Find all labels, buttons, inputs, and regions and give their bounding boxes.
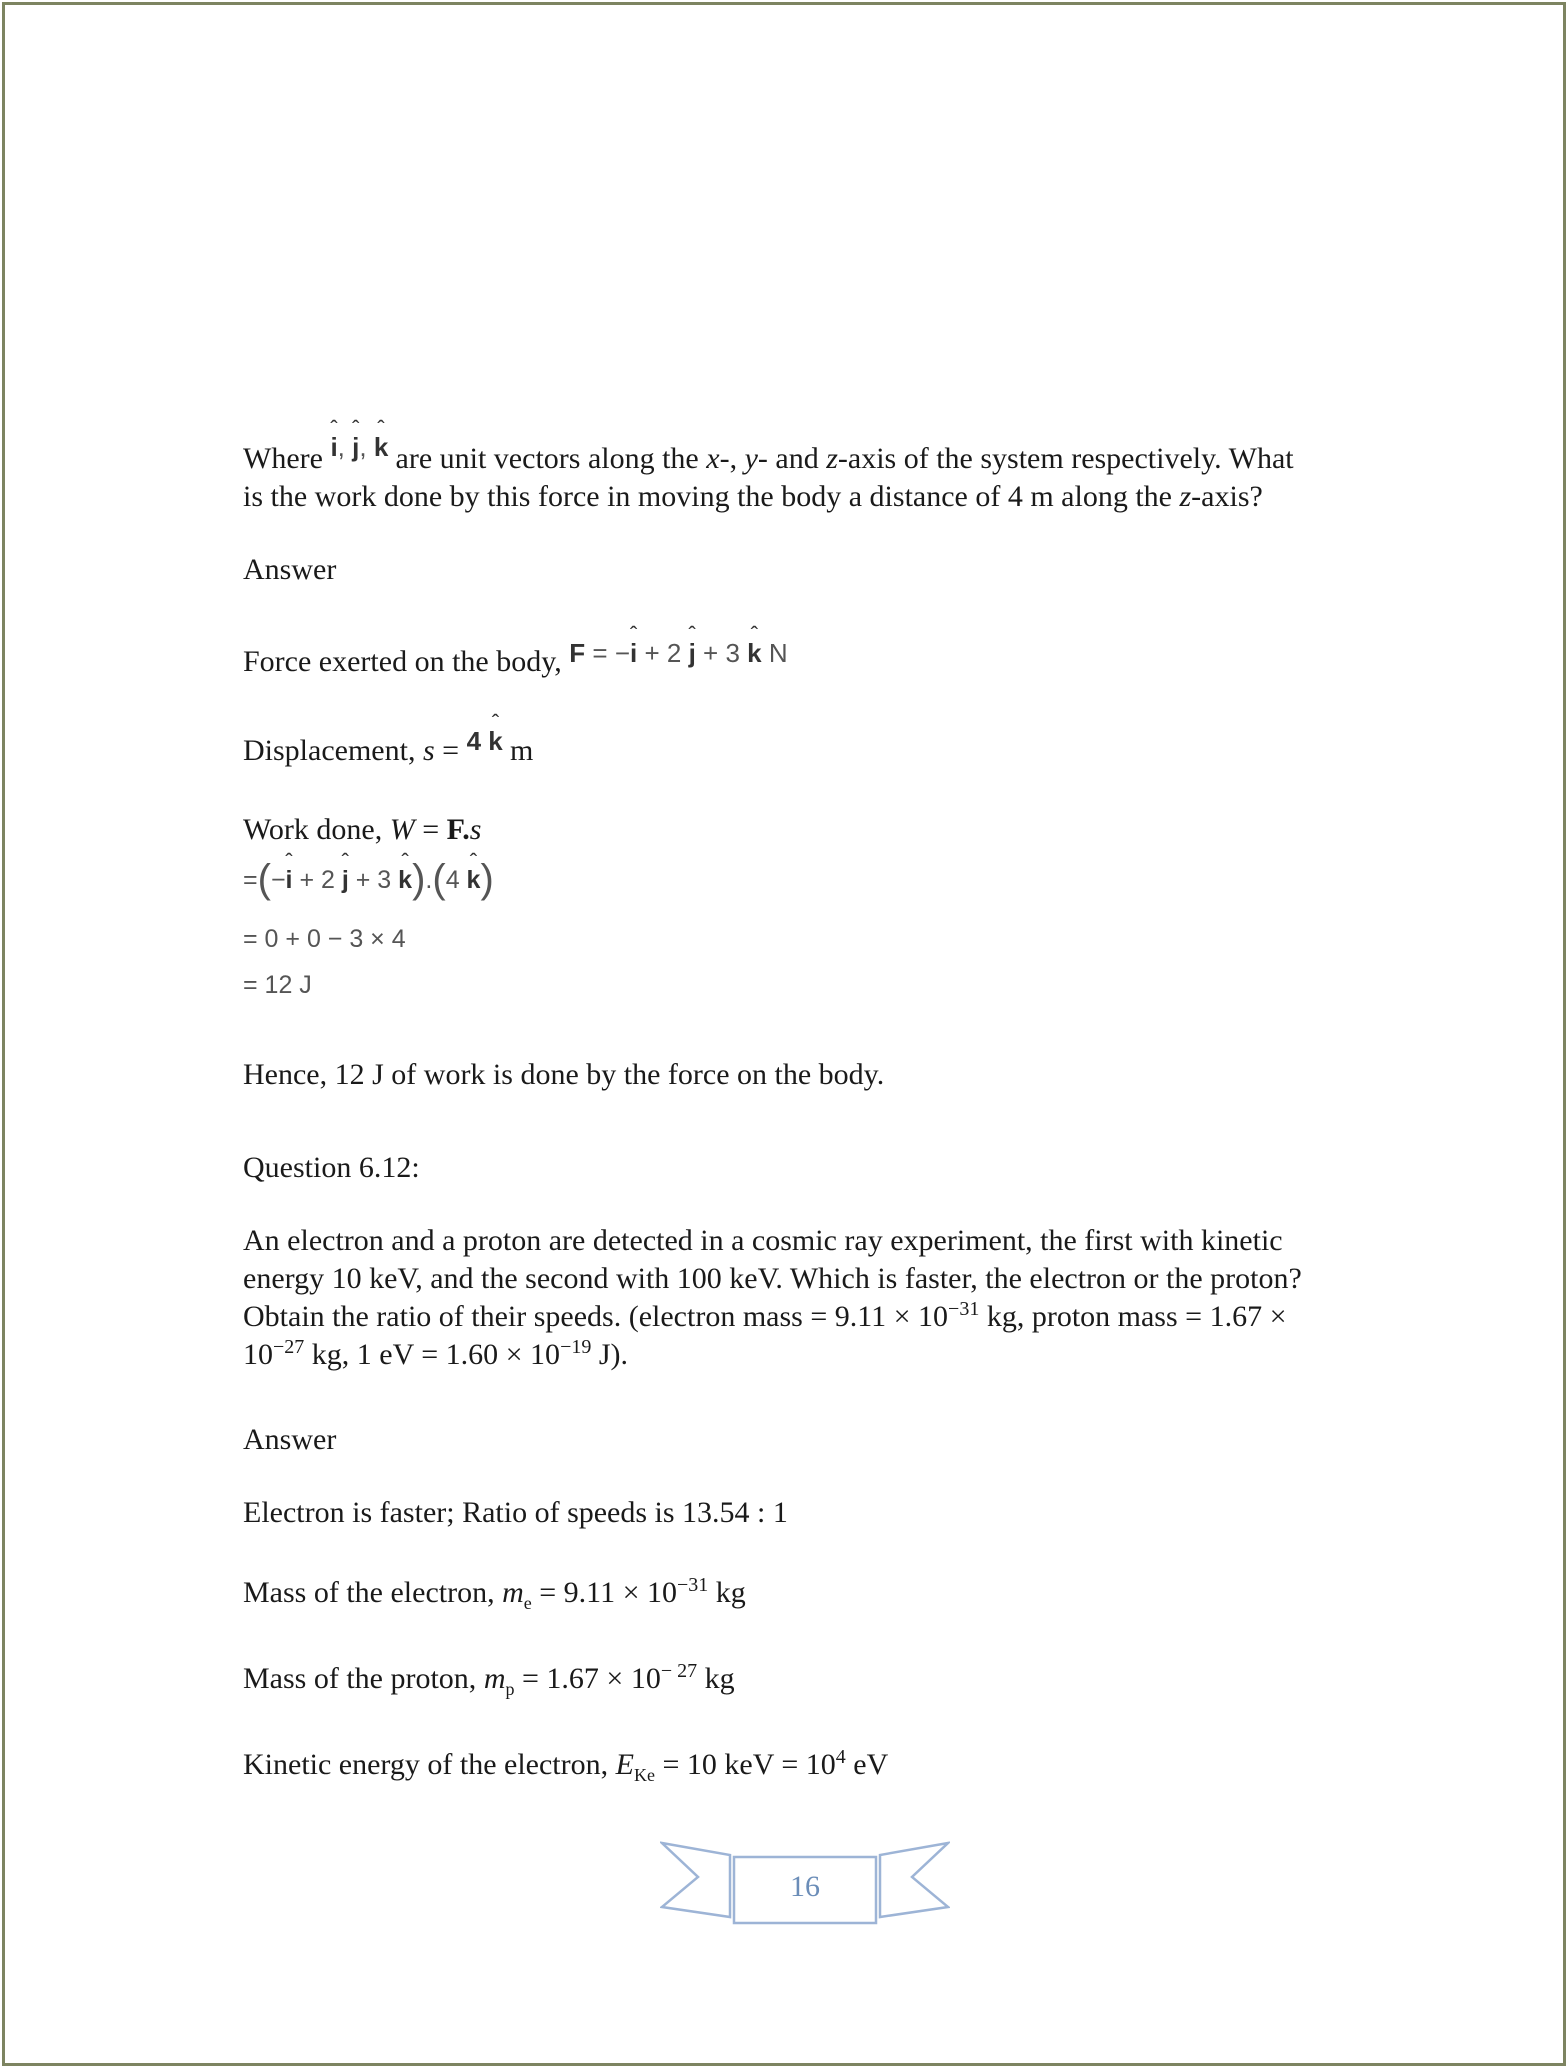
conclusion: Hence, 12 J of work is done by the force on the body. [243, 1058, 885, 1091]
q-text-4c: J). [591, 1338, 629, 1371]
q-text-3a: Obtain the ratio of their speeds. (electron mass = 9.11 × 10 [243, 1300, 949, 1333]
intro-text-2: -axis of the system respectively. What [837, 442, 1294, 475]
calc1-a: = [243, 866, 258, 894]
me-var: m [502, 1576, 524, 1609]
intro-where: Where [243, 442, 323, 475]
work-eq: = [422, 813, 440, 846]
q-text-4a: 10 [243, 1338, 273, 1371]
mp-exp: − 27 [660, 1660, 698, 1682]
work-label: Work done, [243, 813, 383, 846]
work-line [243, 811, 1373, 849]
intro-paragraph [243, 432, 1373, 516]
ke-var: E [615, 1748, 634, 1781]
intro-sep-2: - and [757, 442, 819, 475]
calc-line-2: = 0 + 0 − 3 × 4 [243, 925, 406, 953]
calc1-f: 4 [445, 866, 460, 894]
mp-unit: kg [697, 1662, 735, 1695]
result: Electron is faster; Ratio of speeds is 13.54 : 1 [243, 1496, 788, 1529]
proton-mass-line [243, 1660, 1373, 1698]
calc-line-3: = 12 J [243, 971, 312, 999]
ke-label: Kinetic energy of the electron, [243, 1748, 609, 1781]
x-axis-var: x [706, 442, 720, 475]
q-exp-2: −27 [273, 1336, 305, 1358]
ke-exp: 4 [835, 1746, 846, 1768]
force-eq-a: = − [592, 638, 630, 668]
force-unit: N [768, 638, 788, 668]
paren-open-2: ( [432, 857, 446, 901]
disp-num: 4 [466, 726, 482, 756]
ke-sub: Ke [633, 1765, 655, 1785]
q-text-3b: kg, proton mass = 1.67 × [979, 1300, 1287, 1333]
unit-vector-j: ˆ j [352, 428, 359, 466]
calc1-d: + 3 [355, 866, 392, 894]
paren-close-2: ) [480, 857, 494, 901]
intro-line-2b: -axis? [1191, 480, 1263, 513]
intro-line-2-z: z [1179, 480, 1192, 513]
calc-j: ˆ j [342, 861, 349, 899]
answer-label-2: Answer [243, 1423, 337, 1456]
question-label: Question 6.12: [243, 1151, 420, 1184]
electron-mass-line [243, 1574, 1373, 1612]
work-var: W [389, 813, 415, 846]
mp-val: = 1.67 × 10 [514, 1662, 661, 1695]
force-equation [569, 638, 787, 668]
work-s: s [469, 813, 482, 846]
force-j: ˆ j [689, 634, 696, 672]
y-axis-var: y [744, 442, 758, 475]
disp-eq: = [442, 734, 460, 767]
me-sub: e [523, 1593, 532, 1613]
paren-open-1: ( [257, 857, 271, 901]
work-F: F. [446, 813, 470, 846]
me-unit: kg [708, 1576, 746, 1609]
force-label: Force exerted on the body, [243, 645, 562, 678]
calc-k: ˆ k [398, 861, 412, 899]
calc1-b: − [270, 866, 286, 894]
q-exp-3: −19 [560, 1336, 592, 1358]
calc1-e: . [425, 866, 433, 894]
ke-val: = 10 keV = 10 [654, 1748, 836, 1781]
calc-i: ˆ i [286, 861, 293, 899]
calc-k2: ˆ k [467, 861, 481, 899]
force-line [243, 638, 1373, 681]
mp-label: Mass of the proton, [243, 1662, 477, 1695]
disp-k: ˆ k [488, 722, 502, 760]
mp-var: m [483, 1662, 506, 1695]
force-i: ˆ i [630, 634, 637, 672]
q-text-4b: kg, 1 eV = 1.60 × 10 [304, 1338, 561, 1371]
unit-vector-i: ˆ i [330, 428, 337, 466]
force-eq-c: + 3 [703, 638, 740, 668]
force-k: ˆ k [747, 634, 761, 672]
q-text-2: energy 10 keV, and the second with 100 keV. Which is faster, the electron or the proton? [243, 1262, 1302, 1295]
displacement-line [243, 726, 1373, 770]
answer-label-1: Answer [243, 553, 337, 586]
intro-text-1: are unit vectors along the [395, 442, 699, 475]
calc1-c: + 2 [299, 866, 335, 894]
kinetic-energy-line [243, 1746, 1373, 1784]
intro-sep-1: -, [719, 442, 738, 475]
ke-unit: eV [845, 1748, 889, 1781]
force-eq-b: + 2 [644, 638, 682, 668]
mp-sub: p [505, 1679, 515, 1699]
page-number-ribbon [660, 1835, 950, 1935]
calc-line-1 [243, 857, 1373, 901]
force-var: F [569, 638, 586, 668]
unit-vectors: ˆ i, ˆ j, ˆ k [330, 432, 395, 462]
unit-vector-k: ˆ k [374, 428, 388, 466]
disp-label: Displacement, [243, 734, 416, 767]
paren-close-1: ) [412, 857, 426, 901]
q-exp-1: −31 [948, 1298, 980, 1320]
intro-line-2a: is the work done by this force in moving the body a distance of 4 m along the [243, 480, 1172, 513]
question-text [243, 1222, 1373, 1374]
me-val: = 9.11 × 10 [531, 1576, 677, 1609]
z-axis-var: z [826, 442, 838, 475]
q-text-1: An electron and a proton are detected in a cosmic ray experiment, the first with kinetic [243, 1224, 1283, 1257]
disp-unit: m [509, 734, 534, 767]
me-exp: −31 [677, 1574, 709, 1596]
page-number: 16 [790, 1870, 820, 1903]
disp-var: s [422, 734, 435, 767]
me-label: Mass of the electron, [243, 1576, 495, 1609]
disp-value [467, 726, 510, 756]
